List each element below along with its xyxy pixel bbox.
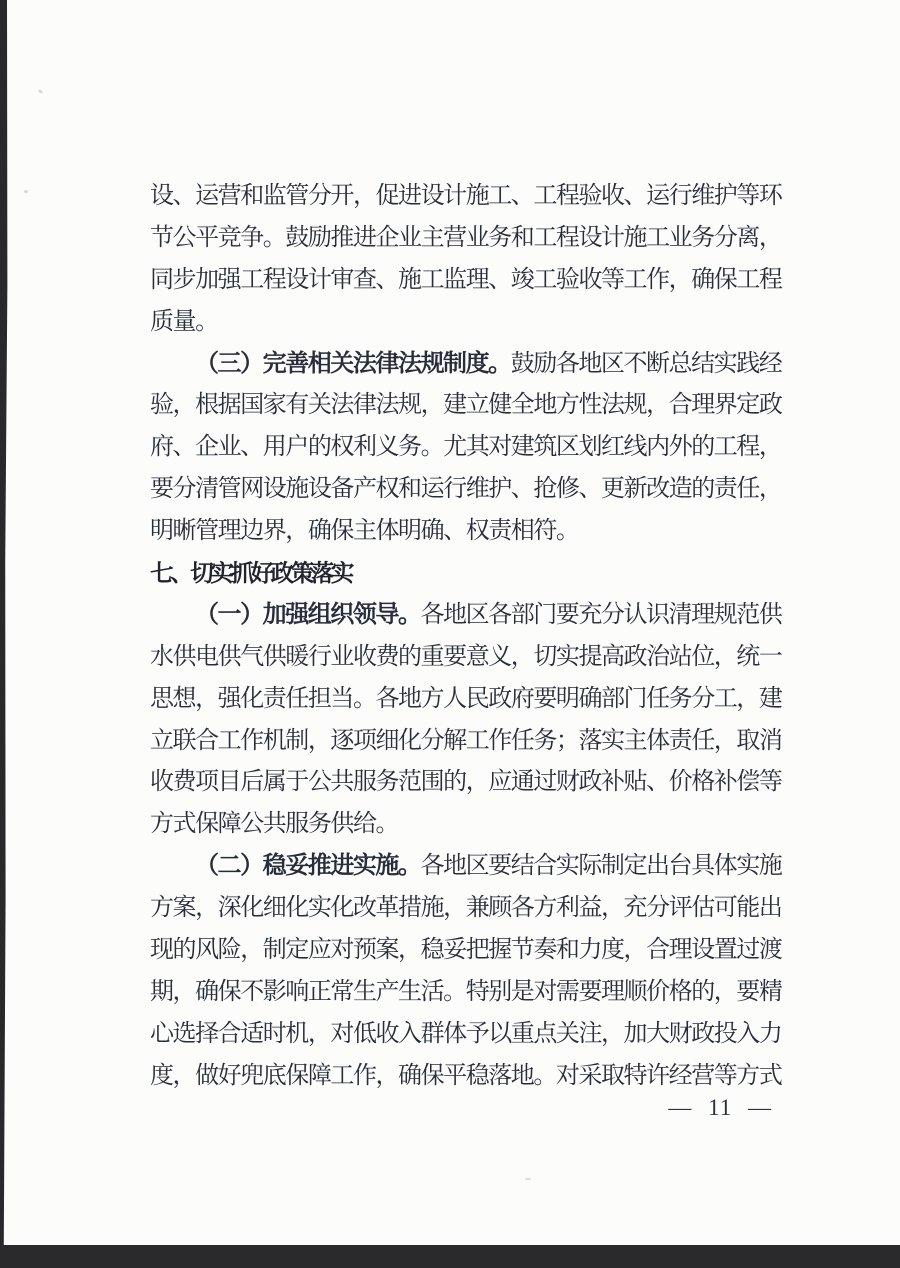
body-text: 要分清管网设施设备产权和运行维护、抢修、更新改造的责任， [150, 476, 782, 503]
body-text: 节公平竞争。鼓励推进企业主营业务和工程设计施工业务分离， [150, 224, 782, 251]
text-line [150, 972, 798, 1014]
text-line [150, 679, 798, 721]
scan-speckle [24, 190, 28, 193]
body-text: 期，确保不影响正常生产生活。特别是对需要理顺价格的，要精 [150, 978, 782, 1005]
text-line [150, 302, 798, 344]
body-text: 思想，强化责任担当。各地方人民政府要明确部门任务分工，建 [150, 685, 782, 712]
bold-lead-in: （三）完善相关法律法规制度。 [195, 350, 511, 377]
text-line [150, 721, 798, 763]
body-text: 验，根据国家有关法律法规，建立健全地方性法规，合理界定政 [150, 392, 782, 419]
text-line [150, 511, 798, 553]
text-line [150, 1014, 798, 1056]
text-line [150, 218, 798, 260]
body-text: 同步加强工程设计审查、施工监理、竣工验收等工作，确保工程 [150, 266, 782, 293]
text-line [150, 385, 798, 427]
text-line [150, 176, 798, 218]
body-text: 各地区各部门要充分认识清理规范供 [420, 601, 782, 628]
scan-artifact-left-edge [0, 0, 9, 1248]
scan-speckle [38, 89, 44, 94]
text-line [150, 260, 798, 302]
text-line [150, 553, 798, 595]
bold-lead-in: 七、切实抓好政策落实 [150, 560, 351, 587]
body-text: 质量。 [150, 308, 218, 335]
body-text: 府、企业、用户的权利义务。尤其对建筑区划红线内外的工程， [150, 434, 782, 461]
body-text: 明晰管理边界，确保主体明确、权责相符。 [150, 518, 579, 545]
page-number: — 11 — [668, 1095, 772, 1120]
body-text: 设、运营和监管分开，促进设计施工、工程验收、运行维护等环 [150, 183, 782, 209]
text-line [150, 637, 798, 679]
text-line [150, 762, 798, 804]
body-text: 方案，深化细化实化改革措施，兼顾各方利益，充分评估可能出 [150, 895, 782, 922]
body-text: 立联合工作机制，逐项细化分解工作任务；落实主体责任，取消 [150, 727, 782, 754]
body-text: 度，做好兜底保障工作，确保平稳落地。对采取特许经营等方式 [150, 1062, 782, 1089]
text-line [150, 469, 798, 511]
text-line [150, 344, 798, 386]
body-text: 收费项目后属于公共服务范围的，应通过财政补贴、价格补偿等 [150, 769, 782, 796]
text-line [150, 930, 798, 972]
text-line [150, 804, 798, 846]
body-text: 各地区要结合实际制定出台具体实施 [420, 853, 782, 880]
scan-speckle [525, 1178, 531, 1180]
scan-artifact-bottom-edge [0, 1245, 900, 1268]
body-text: 鼓励各地区不断总结实践经 [510, 350, 782, 377]
text-line [150, 595, 798, 637]
body-text: 方式保障公共服务供给。 [150, 811, 399, 838]
bold-lead-in: （一）加强组织领导。 [195, 601, 421, 628]
body-text: 水供电供气供暖行业收费的重要意义，切实提高政治站位，统一 [150, 643, 782, 670]
body-text: 现的风险，制定应对预案，稳妥把握节奏和力度，合理设置过渡 [150, 937, 782, 964]
text-line [150, 846, 798, 888]
document-text [150, 176, 798, 1098]
text-line [150, 427, 798, 469]
bold-lead-in: （二）稳妥推进实施。 [195, 853, 421, 880]
text-line [150, 1056, 798, 1098]
body-text: 心选择合适时机，对低收入群体予以重点关注，加大财政投入力 [150, 1020, 782, 1047]
text-line [150, 888, 798, 930]
